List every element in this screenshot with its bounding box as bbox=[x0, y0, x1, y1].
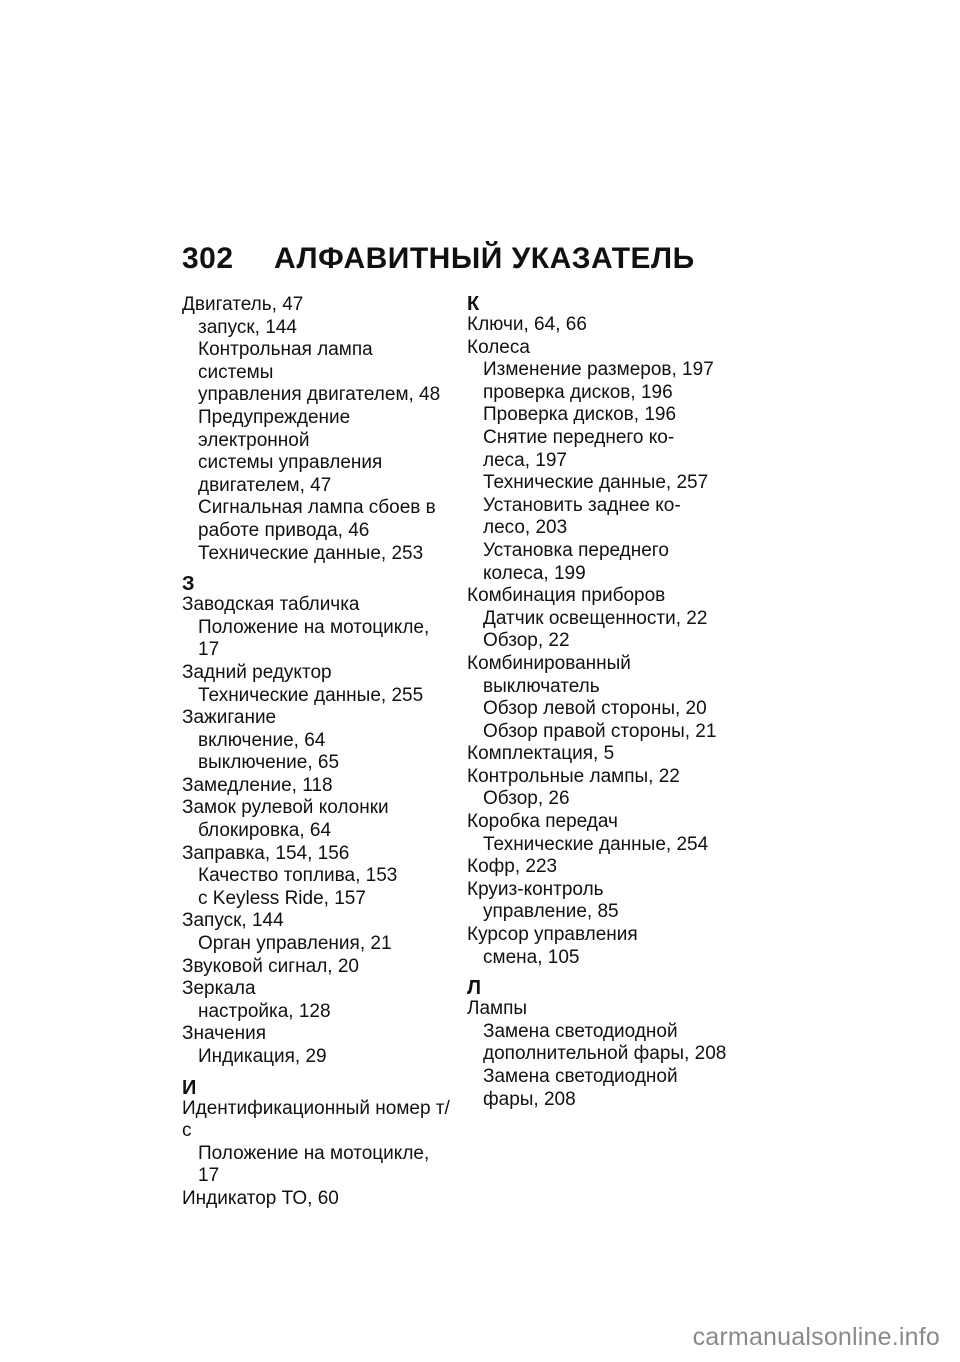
index-entry: Индикатор ТО, 60 bbox=[182, 1187, 339, 1209]
index-subentry: Положение на мотоцикле, 17 bbox=[198, 616, 435, 661]
index-subentry: настройка, 128 bbox=[198, 1000, 331, 1022]
index-subentry: двигателем, 47 bbox=[198, 474, 332, 496]
index-subentry: Предупреждение электронной bbox=[198, 406, 356, 451]
index-entry: Контрольные лампы, 22 bbox=[467, 765, 680, 787]
index-subentry: Обзор правой стороны, 21 bbox=[483, 720, 717, 742]
index-entry: Зеркала bbox=[182, 978, 256, 1000]
index-subentry: Технические данные, 257 bbox=[483, 472, 709, 494]
index-subentry: Технические данные, 254 bbox=[483, 833, 709, 855]
index-letter-heading: К bbox=[467, 293, 480, 315]
index-subentry: Качество топлива, 153 bbox=[198, 865, 398, 887]
index-entry: Комбинированный bbox=[467, 652, 631, 674]
index-subentry: колеса, 199 bbox=[483, 562, 586, 584]
index-letter-heading: Л bbox=[467, 977, 482, 1000]
index-subentry: Положение на мотоцикле, 17 bbox=[198, 1142, 435, 1187]
index-entry: Двигатель, 47 bbox=[182, 294, 304, 315]
index-subentry: Орган управления, 21 bbox=[198, 933, 392, 955]
index-column-right bbox=[467, 294, 727, 1111]
page-number: 302 bbox=[182, 242, 234, 275]
index-subentry: управления двигателем, 48 bbox=[198, 384, 441, 406]
index-entry: Звуковой сигнал, 20 bbox=[182, 955, 359, 977]
index-subentry: Установка переднего bbox=[483, 539, 669, 561]
index-entry: Зажигание bbox=[182, 707, 277, 729]
index-entry: Заправка, 154, 156 bbox=[182, 842, 350, 864]
index-subentry: смена, 105 bbox=[483, 946, 580, 968]
index-subentry: Датчик освещенности, 22 bbox=[483, 607, 708, 629]
index-subentry: с Keyless Ride, 157 bbox=[198, 887, 366, 909]
index-subentry: Обзор, 26 bbox=[483, 788, 570, 810]
index-subentry: выключение, 65 bbox=[198, 752, 340, 774]
index-subentry: дополнительной фары, 208 bbox=[483, 1043, 727, 1065]
index-subentry: выключатель bbox=[483, 675, 600, 697]
index-entry: Курсор управления bbox=[467, 924, 638, 946]
index-entry: Ключи, 64, 66 bbox=[467, 314, 587, 335]
index-subentry: фары, 208 bbox=[483, 1088, 576, 1110]
index-subentry: проверка дисков, 196 bbox=[483, 381, 673, 403]
index-subentry: Обзор, 22 bbox=[483, 630, 570, 652]
index-subentry: Замена светодиодной bbox=[483, 1066, 678, 1087]
index-entry: Комплектация, 5 bbox=[467, 743, 615, 765]
index-subentry: системы управления bbox=[198, 452, 383, 474]
index-entry: Коробка передач bbox=[467, 811, 618, 833]
index-column-left bbox=[182, 294, 452, 1211]
watermark-text: carmanualsonline.info bbox=[692, 1323, 940, 1351]
index-subentry: Технические данные, 255 bbox=[198, 684, 424, 706]
index-subentry: включение, 64 bbox=[198, 729, 326, 751]
index-subentry: Изменение размеров, 197 bbox=[483, 359, 714, 381]
index-entry: Лампы bbox=[467, 998, 528, 1020]
index-entry: Заводская табличка bbox=[182, 594, 360, 616]
index-entry: Комбинация приборов bbox=[467, 585, 666, 607]
index-subentry: работе привода, 46 bbox=[198, 519, 370, 541]
index-letter-heading: З bbox=[182, 573, 195, 596]
index-subentry: Замена светодиодной bbox=[483, 1020, 678, 1042]
index-entry: Колеса bbox=[467, 336, 530, 358]
index-subentry: управление, 85 bbox=[483, 901, 619, 923]
index-entry: Круиз-контроль bbox=[467, 878, 604, 900]
index-subentry: Обзор левой стороны, 20 bbox=[483, 698, 707, 720]
index-entry: Замедление, 118 bbox=[182, 774, 333, 796]
index-entry: Значения bbox=[182, 1023, 266, 1045]
index-entry: Запуск, 144 bbox=[182, 910, 284, 932]
page-header bbox=[182, 242, 695, 282]
index-subentry: Проверка дисков, 196 bbox=[483, 404, 677, 426]
index-subentry: Индикация, 29 bbox=[198, 1046, 327, 1067]
index-entry: Идентификационный номер т/с bbox=[182, 1097, 450, 1142]
page-title: АЛФАВИТНЫЙ УКАЗАТЕЛЬ bbox=[274, 242, 695, 275]
index-subentry: лесо, 203 bbox=[483, 517, 568, 539]
index-entry: Замок рулевой колонки bbox=[182, 797, 389, 819]
index-entry: Кофр, 223 bbox=[467, 856, 558, 878]
index-subentry: блокировка, 64 bbox=[198, 820, 332, 842]
index-subentry: Технические данные, 253 bbox=[198, 542, 424, 564]
index-subentry: Установить заднее ко- bbox=[483, 494, 681, 516]
index-subentry: леса, 197 bbox=[483, 449, 567, 471]
index-subentry: Снятие переднего ко- bbox=[483, 426, 675, 448]
index-subentry: Контрольная лампа системы bbox=[198, 339, 379, 383]
index-subentry: запуск, 144 bbox=[198, 316, 297, 338]
index-entry: Задний редуктор bbox=[182, 661, 332, 683]
index-subentry: Сигнальная лампа сбоев в bbox=[198, 497, 436, 519]
index-letter-heading: И bbox=[182, 1076, 197, 1099]
